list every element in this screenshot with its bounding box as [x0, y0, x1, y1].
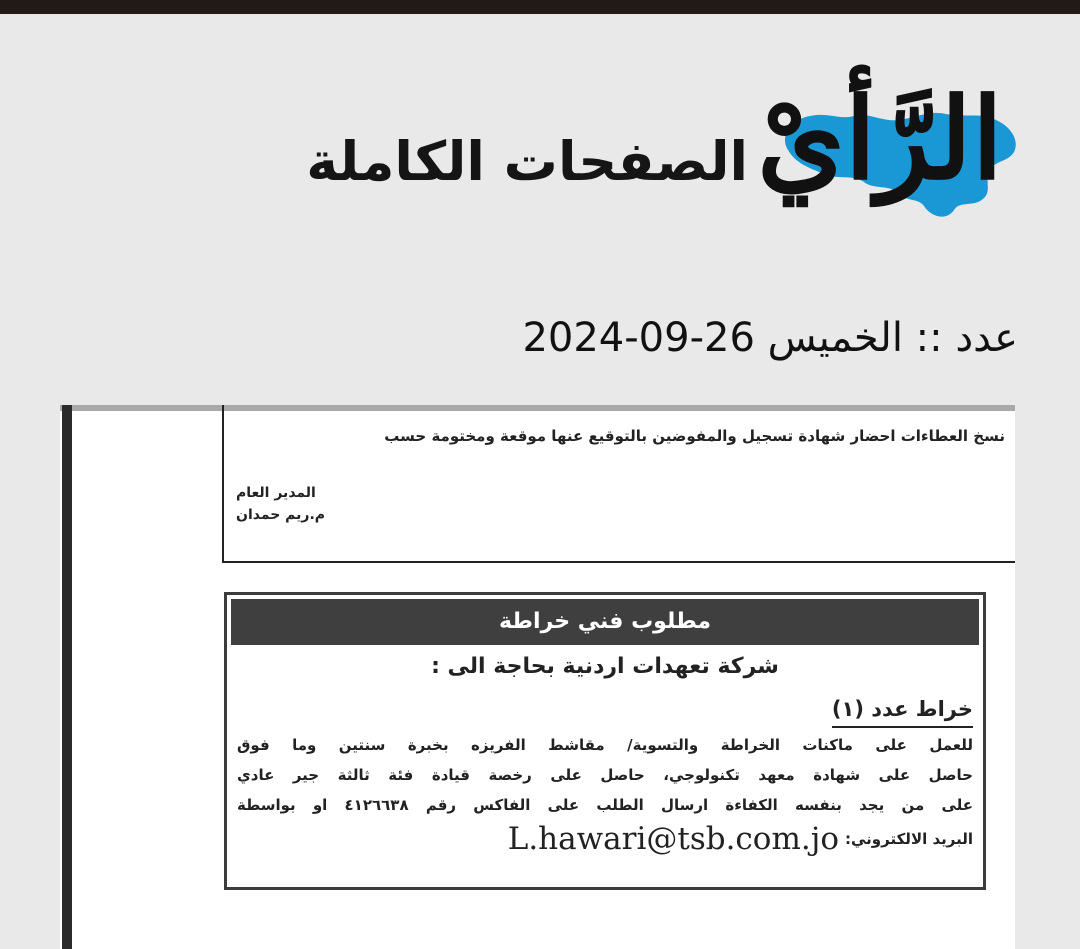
ad-body-line: للعمل على ماكنات الخراطة والتسوية/ مقاشط الفريزه بخبرة سنتين وما فوق — [237, 736, 973, 754]
ad-body-line: على من يجد بنفسه الكفاءة ارسال الطلب على الفاكس رقم ٤١٢٦٦٣٨ او بواسطة — [237, 796, 973, 814]
issue-day: الخميس — [767, 315, 903, 361]
issue-prefix: عدد :: — [915, 315, 1018, 361]
issue-date-line — [522, 305, 1018, 371]
top-status-bar — [0, 0, 1080, 14]
ad-position: خراط عدد (١) — [832, 693, 973, 728]
site-header — [0, 60, 1080, 240]
ad-body-line: حاصل على شهادة معهد تكنولوجي، حاصل على رخصة قيادة فئة ثالثة جير عادي — [237, 766, 973, 784]
signature-title: المدير العام — [236, 485, 316, 501]
newspaper-clipping[interactable] — [60, 405, 1015, 949]
al-rai-logo: الرَّأيْ — [757, 74, 1003, 205]
issue-date: 2024-09-26 — [522, 315, 755, 361]
ad-company: شركة تعهدات اردنية بحاجة الى : — [431, 654, 779, 679]
ad-heading: مطلوب فني خراطة — [231, 599, 979, 645]
job-ad-box — [224, 592, 986, 890]
page-title: الصفحات الكاملة — [306, 130, 748, 193]
ad-email: L.hawari@tsb.com.jo — [507, 821, 839, 857]
ad-email-row — [508, 821, 973, 865]
signature-name: م.ريم حمدان — [236, 507, 326, 523]
previous-ad-box — [222, 405, 1015, 563]
previous-ad-text: نسخ العطاءات احضار شهادة تسجيل والمفوضين بالتوقيع عنها موقعة ومختومة حسب — [384, 427, 1005, 445]
ad-email-label: البريد الالكتروني: — [845, 830, 973, 848]
clipping-left-edge — [62, 405, 72, 949]
